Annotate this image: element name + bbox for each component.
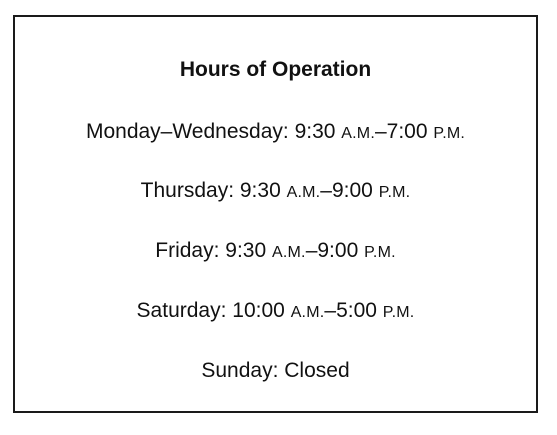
open-time: 10:00 <box>232 299 285 322</box>
close-time: –9:00 <box>320 179 373 202</box>
close-time: –7:00 <box>374 120 428 143</box>
close-time: –5:00 <box>324 299 377 322</box>
schedule-row-thursday <box>15 178 536 206</box>
day-label: Monday–Wednesday: <box>85 120 289 143</box>
sign-title: Hours of Operation <box>179 58 372 81</box>
open-time: 9:30 <box>239 179 281 202</box>
open-time: 9:30 <box>225 239 267 262</box>
close-period: P.M. <box>364 244 396 261</box>
schedule-row-friday <box>15 238 536 266</box>
day-label: Thursday: <box>140 179 235 202</box>
open-period: A.M. <box>272 244 306 261</box>
day-label: Friday: <box>155 239 220 262</box>
hours-sign <box>13 15 538 413</box>
close-period: P.M. <box>433 125 466 142</box>
close-period: P.M. <box>378 184 411 201</box>
day-label: Sunday: <box>201 359 279 382</box>
open-time: 9:30 <box>294 120 336 143</box>
open-period: A.M. <box>341 125 375 142</box>
closed-status: Closed <box>284 359 350 382</box>
open-period: A.M. <box>286 184 321 201</box>
close-time: –9:00 <box>305 239 359 262</box>
open-period: A.M. <box>290 304 325 321</box>
close-period: P.M. <box>382 304 415 321</box>
schedule-row-monday-wednesday <box>15 119 536 147</box>
day-label: Saturday: <box>136 299 227 322</box>
schedule-row-sunday <box>15 358 536 384</box>
schedule-row-saturday <box>15 298 536 326</box>
